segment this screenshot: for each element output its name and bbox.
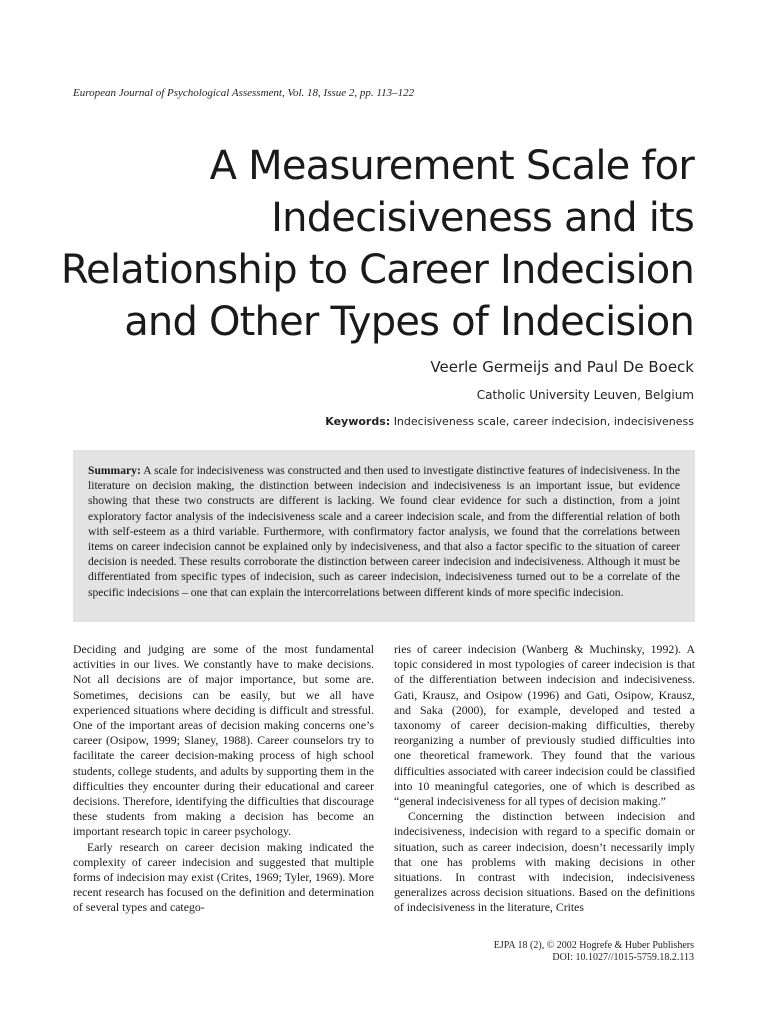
affiliation: Catholic University Leuven, Belgium: [476, 388, 694, 402]
title-line: and Other Types of Indecision: [124, 299, 694, 345]
title-line: Indecisiveness and its: [271, 195, 694, 241]
title-line: A Measurement Scale for: [209, 143, 694, 189]
summary: [88, 463, 680, 600]
body-paragraph: Deciding and judging are some of the most fundamental activities in our lives. We constantly have to make decisions. Not all decisions are of major importance, but some are. Sometimes, decisions can be easily, but we all have experienced situations where deciding is difficult and stressful. One of the important areas of decision making concerns one’s career (Osipow, 1999; Slaney, 1988). Career counselors try to facilitate the career decision-making process of high school students, college students, and adults by supporting them in the difficulties they encounter during their educational and career decisions. Therefore, identifying the difficulties that discourage these students from making a decision has become an important research topic in career psychology.: [73, 642, 374, 839]
footer-publisher: EJPA 18 (2), © 2002 Hogrefe & Huber Publishers: [493, 940, 694, 951]
keywords-label: Keywords:: [325, 415, 391, 428]
keywords: [325, 415, 694, 428]
body-paragraph: Early research on career decision making indicated the complexity of career indecision and suggested that multiple forms of indecision may exist (Crites, 1969; Tyler, 1969). More recent research has focused on the definition and determination of several types and catego-: [73, 839, 374, 915]
authors: Veerle Germeijs and Paul De Boeck: [430, 358, 694, 376]
body-paragraph: Concerning the distinction between indecision and indecisiveness, indecision with regard to a specific domain or situation, such as career indecision, doesn’t necessarily imply that one has problems with making decisions in other situations. In contrast with indecision, indecisiveness generalizes across decision situations. Based on the definitions of indecisiveness in the literature, Crites: [394, 809, 695, 915]
keywords-text: Indecisiveness scale, career indecision, indecisiveness: [393, 415, 694, 428]
journal-citation: European Journal of Psychological Assessment, Vol. 18, Issue 2, pp. 113–122: [73, 87, 415, 99]
summary-text: A scale for indecisiveness was constructed and then used to investigate distinctive features of indecisiveness. In the literature on decision making, the distinction between indecision and indecisiveness is an important issue, but evidence showing that these two constructs are different is lacking. We found clear evidence for such a distinction, from a joint exploratory factor analysis of the indecisiveness scale and a career indecision scale, and from the differential relation of both with self-esteem as a third variable. Furthermore, with confirmatory factor analysis, we found that the correlations between items on career indecision cannot be explained only by indecisiveness, and that also a factor specific to the situation of career decision is needed. These results corroborate the distinction between career indecision and indecisiveness. Although it must be differentiated from specific types of indecision, such as career indecision, indecisiveness turned out to be a correlate of the specific indecisions – one that can explain the intercorrelations between different kinds of more specific indecision.: [88, 464, 680, 599]
body-column-right: [394, 642, 695, 916]
paper-title: [54, 140, 694, 348]
summary-label: Summary:: [88, 464, 141, 477]
footer-doi: DOI: 10.1027//1015-5759.18.2.113: [552, 952, 694, 963]
body-paragraph: ries of career indecision (Wanberg & Muchinsky, 1992). A topic considered in most typologies of career indecision is that of the differentiation between indecision and indecisiveness. Gati, Krausz, and Osipow (1996) and Gati, Osipow, Krausz, and Saka (2000), for example, developed and tested a taxonomy of career decision-making difficulties, thereby reorganizing a number of previously studied difficulties into one theoretical framework. They found that the various difficulties associated with career indecision could be classified into 10 meaningful categories, one of which is described as “general indecisiveness for all types of decision making.”: [394, 642, 695, 809]
summary-box: [73, 450, 695, 622]
footer: [494, 940, 694, 964]
title-line: Relationship to Career Indecision: [60, 247, 694, 293]
body-column-left: [73, 642, 374, 916]
